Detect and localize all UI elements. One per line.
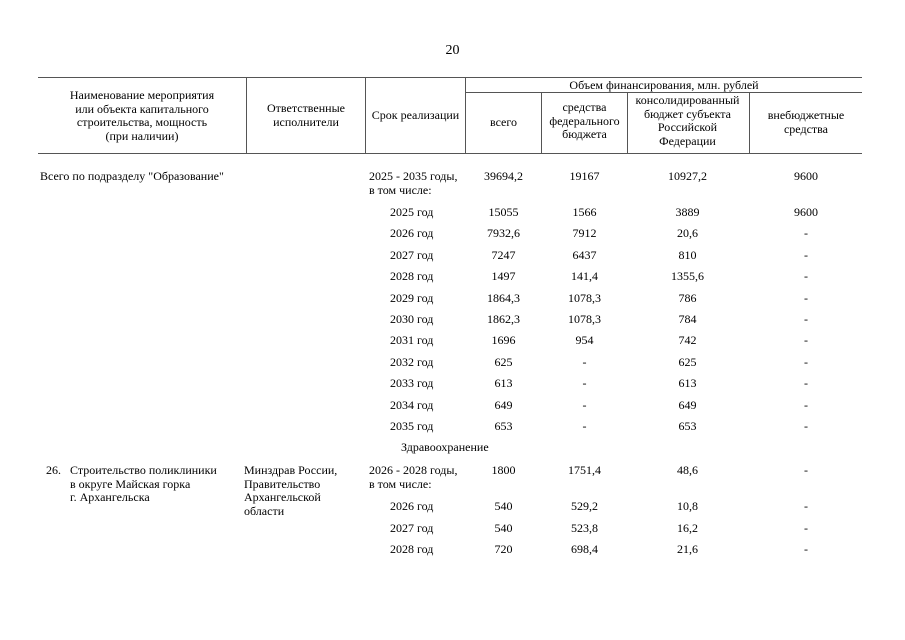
year-total: 1864,3 <box>487 290 520 305</box>
year-label: 2031 год <box>390 333 434 348</box>
year-federal: 6437 <box>572 247 597 262</box>
year-federal: - <box>582 376 587 391</box>
year-federal: - <box>582 397 587 412</box>
col-divider-1 <box>246 77 247 153</box>
section-title: Здравоохранение <box>401 440 489 454</box>
year-label: 2028 год <box>390 269 434 284</box>
year-regional: 784 <box>678 312 697 326</box>
education-name: Всего по подразделу "Образование" <box>40 169 224 183</box>
year-label: 2026 год <box>390 499 434 513</box>
year-label: 2029 год <box>390 290 434 305</box>
year-extra: - <box>804 499 808 513</box>
year-regional: 742 <box>678 333 697 348</box>
col-divider-4 <box>541 92 542 153</box>
year-label: 2025 год <box>390 205 434 219</box>
year-regional: 10,8 <box>677 499 698 513</box>
year-regional: 20,6 <box>677 226 698 241</box>
year-extra: - <box>804 269 808 284</box>
year-label: 2032 год <box>390 354 434 369</box>
year-federal: 141,4 <box>571 269 598 284</box>
col-divider-2 <box>365 77 366 153</box>
year-regional: 613 <box>678 376 697 391</box>
year-extra: - <box>804 419 808 433</box>
header-funding-group: Объем финансирования, млн. рублей <box>569 78 759 92</box>
year-total: 15055 <box>488 205 519 219</box>
year-total: 7247 <box>491 247 516 262</box>
page-number: 20 <box>445 43 460 58</box>
item-name: Строительство поликлиники в округе Майская горка г. Архангельска <box>70 463 217 504</box>
item-regional: 48,6 <box>677 463 698 477</box>
year-extra: - <box>804 333 808 348</box>
item-term: 2026 - 2028 годы, в том числе: <box>369 463 458 491</box>
year-federal: 954 <box>575 333 594 348</box>
year-total: 1696 <box>491 333 516 348</box>
year-federal: 1078,3 <box>568 312 601 326</box>
year-extra: - <box>804 247 808 262</box>
item-extra: - <box>804 463 808 477</box>
year-label: 2030 год <box>390 312 434 326</box>
year-total: 625 <box>494 354 513 369</box>
year-total: 649 <box>494 397 513 412</box>
header-extra-col: внебюджетные средства <box>767 108 845 136</box>
col-divider-3 <box>465 77 466 153</box>
year-total: 540 <box>494 499 513 513</box>
year-regional: 653 <box>678 419 697 433</box>
year-label: 2035 год <box>390 419 434 433</box>
header-regional-col: консолидированный бюджет субъекта Российской Федерации <box>635 93 740 148</box>
education-extra: 9600 <box>794 169 818 183</box>
header-responsible-col: Ответственные исполнители <box>267 101 345 129</box>
year-federal: 529,2 <box>571 499 598 513</box>
year-total: 1497 <box>491 269 516 284</box>
year-label: 2027 год <box>390 247 434 262</box>
year-extra: - <box>804 376 808 391</box>
year-label: 2033 год <box>390 376 434 391</box>
header-name-col: Наименование мероприятия или объекта капитального строительства, мощность (при наличии) <box>69 88 215 143</box>
year-federal: 1566 <box>572 205 597 219</box>
year-total: 540 <box>494 520 513 535</box>
year-total: 653 <box>494 419 513 433</box>
education-regional: 10927,2 <box>668 169 707 183</box>
year-extra: - <box>804 312 808 326</box>
year-label: 2034 год <box>390 397 434 412</box>
year-regional: 3889 <box>675 205 700 219</box>
education-federal: 19167 <box>569 169 600 183</box>
year-extra: - <box>804 397 808 412</box>
year-regional: 810 <box>678 247 697 262</box>
item-federal: 1751,4 <box>568 463 601 477</box>
year-federal: 698,4 <box>571 542 598 556</box>
item-total: 1800 <box>491 463 516 477</box>
year-extra: 9600 <box>794 205 818 219</box>
year-federal: - <box>582 354 587 369</box>
item-responsible: Минздрав России, Правительство Архангельской области <box>244 463 338 518</box>
header-federal-col: средства федерального бюджета <box>549 100 620 141</box>
year-total: 720 <box>494 542 513 556</box>
year-label: 2026 год <box>390 226 434 241</box>
header-bottom-rule <box>38 153 862 154</box>
education-total: 39694,2 <box>484 169 523 183</box>
year-regional: 649 <box>678 397 697 412</box>
year-extra: - <box>804 542 808 556</box>
year-regional: 786 <box>678 290 697 305</box>
header-total-col: всего <box>489 115 518 129</box>
year-label: 2027 год <box>390 520 434 535</box>
year-total: 1862,3 <box>487 312 520 326</box>
year-label: 2028 год <box>390 542 434 556</box>
col-divider-6 <box>749 92 750 153</box>
year-total: 613 <box>494 376 513 391</box>
year-total: 7932,6 <box>487 226 520 241</box>
year-federal: 523,8 <box>571 520 598 535</box>
year-regional: 1355,6 <box>671 269 704 284</box>
year-extra: - <box>804 226 808 241</box>
education-term: 2025 - 2035 годы, в том числе: <box>369 169 458 197</box>
year-federal: 1078,3 <box>568 290 601 305</box>
year-extra: - <box>804 354 808 369</box>
year-extra: - <box>804 290 808 305</box>
year-federal: 7912 <box>572 226 597 241</box>
year-extra: - <box>804 520 808 535</box>
year-regional: 21,6 <box>677 542 698 556</box>
header-term-col: Срок реализации <box>371 108 460 122</box>
year-regional: 625 <box>678 354 697 369</box>
year-federal: - <box>582 419 587 433</box>
item-number: 26. <box>46 463 61 477</box>
year-regional: 16,2 <box>677 520 698 535</box>
